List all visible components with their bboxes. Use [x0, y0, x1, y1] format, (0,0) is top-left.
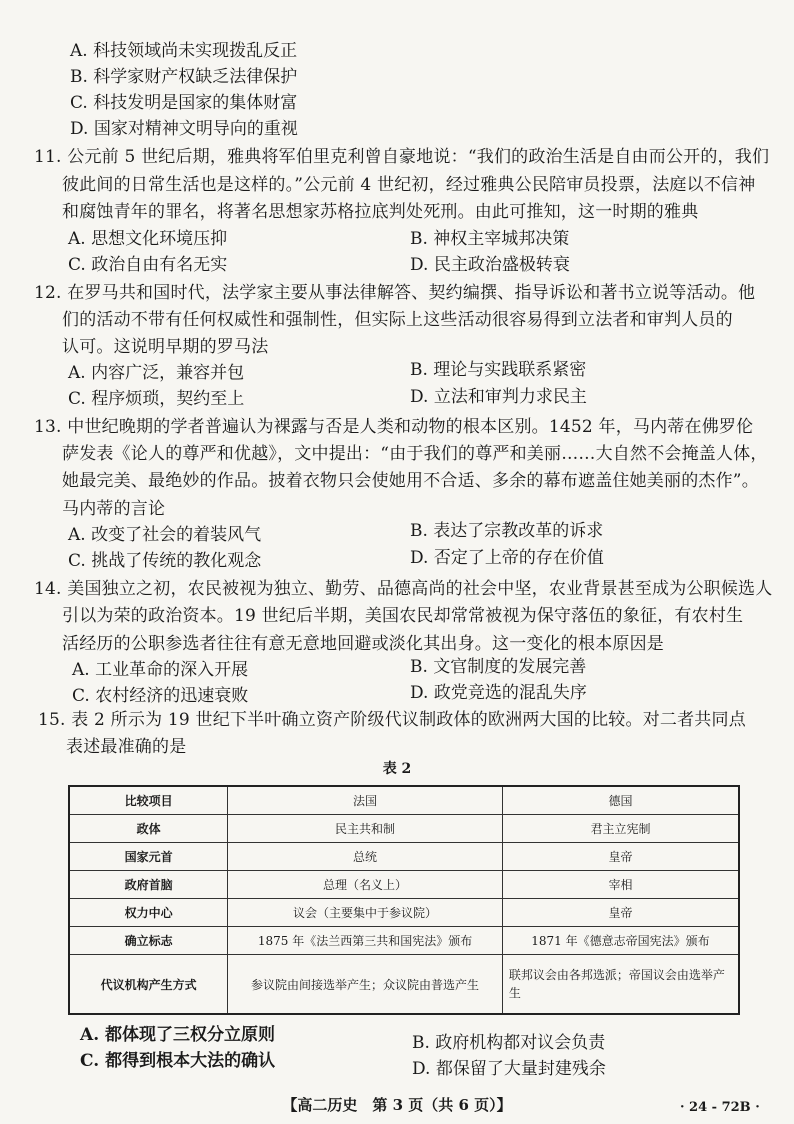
- table-cell: 皇帝: [502, 899, 739, 927]
- table-cell: 总理（名义上）: [228, 871, 503, 899]
- q15-option-c: C. 都得到根本大法的确认: [80, 1051, 276, 1071]
- q12-stem-line-3: 认可。这说明早期的罗马法: [62, 337, 269, 357]
- q13-stem-line-2: 萨发表《论人的尊严和优越》，文中提出：“由于我们的尊严和美丽……大自然不会掩盖人体，: [62, 444, 768, 464]
- table-cell: 政府首脑: [69, 871, 228, 899]
- q15-option-a: A. 都体现了三权分立原则: [80, 1025, 276, 1045]
- table-cell: 政体: [69, 815, 228, 843]
- q12-option-a: A. 内容广泛，兼容并包: [68, 363, 245, 383]
- table-cell: 1871 年《德意志帝国宪法》颁布: [502, 927, 739, 955]
- table-row: [69, 955, 739, 1015]
- table-row: [69, 871, 739, 899]
- table-row: [69, 815, 739, 843]
- table-cell: 联邦议会由各邦选派；帝国议会由选举产生: [502, 955, 739, 1015]
- q11-option-b: B. 神权主宰城邦决策: [410, 229, 570, 249]
- q10-option-a: A. 科技领域尚未实现拨乱反正: [70, 41, 298, 61]
- q10-option-c: C. 科技发明是国家的集体财富: [70, 93, 298, 113]
- q10-option-b: B. 科学家财产权缺乏法律保护: [70, 67, 298, 87]
- q12-option-d: D. 立法和审判力求民主: [410, 387, 587, 407]
- page-footer: 【高二历史 第 3 页（共 6 页）】: [282, 1096, 512, 1114]
- table-cell: 参议院由间接选举产生；众议院由普选产生: [228, 955, 503, 1015]
- q15-stem-line-1: 15. 表 2 所示为 19 世纪下半叶确立资产阶级代议制政体的欧洲两大国的比较。对二者共同点: [38, 710, 746, 730]
- table-cell: 宰相: [502, 871, 739, 899]
- q12-option-c: C. 程序烦琐，契约至上: [68, 389, 245, 409]
- q14-option-a: A. 工业革命的深入开展: [72, 660, 249, 680]
- q15-option-d: D. 都保留了大量封建残余: [412, 1059, 606, 1079]
- table-header-cell: 比较项目: [69, 786, 228, 815]
- q14-stem-line-3: 活经历的公职参选者往往有意无意地回避或淡化其出身。这一变化的根本原因是: [62, 634, 664, 654]
- table-row: [69, 843, 739, 871]
- table-cell: 总统: [228, 843, 503, 871]
- q14-stem-line-2: 引以为荣的政治资本。19 世纪后半期，美国农民却常常被视为保守落伍的象征，有农村生: [62, 606, 744, 626]
- table-header-cell: 法国: [228, 786, 503, 815]
- table-cell: 权力中心: [69, 899, 228, 927]
- table-row: [69, 927, 739, 955]
- comparison-table: [68, 785, 740, 1015]
- q11-stem-line-2: 彼此间的日常生活也是这样的。”公元前 4 世纪初，经过雅典公民陪审员投票，法庭以不信神: [62, 175, 756, 195]
- q13-stem-line-4: 马内蒂的言论: [62, 499, 166, 519]
- table-cell: 确立标志: [69, 927, 228, 955]
- q14-stem-line-1: 14. 美国独立之初，农民被视为独立、勤劳、品德高尚的社会中坚，农业背景甚至成为公职候选人: [34, 579, 773, 599]
- exam-code: · 24 - 72B ·: [680, 1100, 760, 1115]
- table-cell: 君主立宪制: [502, 815, 739, 843]
- q15-option-b: B. 政府机构都对议会负责: [412, 1033, 606, 1053]
- table-cell: 议会（主要集中于参议院）: [228, 899, 503, 927]
- q11-option-a: A. 思想文化环境压抑: [68, 229, 228, 249]
- table-cell: 国家元首: [69, 843, 228, 871]
- table-cell: 代议机构产生方式: [69, 955, 228, 1015]
- q11-option-c: C. 政治自由有名无实: [68, 255, 228, 275]
- q12-stem-line-1: 12. 在罗马共和国时代，法学家主要从事法律解答、契约编撰、指导诉讼和著书立说等活动。他: [34, 283, 756, 303]
- q14-option-c: C. 农村经济的迅速衰败: [72, 686, 249, 706]
- table-cell: 民主共和制: [228, 815, 503, 843]
- q11-stem-line-3: 和腐蚀青年的罪名，将著名思想家苏格拉底判处死刑。由此可推知，这一时期的雅典: [62, 202, 699, 222]
- q13-option-d: D. 否定了上帝的存在价值: [410, 548, 604, 568]
- q14-option-b: B. 文官制度的发展完善: [410, 657, 587, 677]
- q13-stem-line-1: 13. 中世纪晚期的学者普遍认为裸露与否是人类和动物的根本区别。1452 年，马内蒂在佛罗伦: [34, 417, 754, 437]
- table-row: [69, 899, 739, 927]
- table-cell: 1875 年《法兰西第三共和国宪法》颁布: [228, 927, 503, 955]
- q13-option-a: A. 改变了社会的着装风气: [68, 525, 262, 545]
- q11-option-d: D. 民主政治盛极转衰: [410, 255, 570, 275]
- q13-option-c: C. 挑战了传统的教化观念: [68, 551, 262, 571]
- q11-stem-line-1: 11. 公元前 5 世纪后期，雅典将军伯里克利曾自豪地说：“我们的政治生活是自由而公开的，我们: [34, 147, 770, 167]
- q12-stem-line-2: 们的活动不带有任何权威性和强制性，但实际上这些活动很容易得到立法者和审判人员的: [62, 310, 733, 330]
- q13-option-b: B. 表达了宗教改革的诉求: [410, 521, 604, 541]
- q12-option-b: B. 理论与实践联系紧密: [410, 360, 587, 380]
- q13-stem-line-3: 她最完美、最绝妙的作品。披着衣物只会使她用不合适、多余的幕布遮盖住她美丽的杰作”。: [62, 471, 759, 491]
- q15-stem-line-2: 表述最准确的是: [66, 737, 187, 757]
- q10-option-d: D. 国家对精神文明导向的重视: [70, 119, 298, 139]
- table-header-cell: 德国: [502, 786, 739, 815]
- table-header-row: [69, 786, 739, 815]
- q14-option-d: D. 政党竞选的混乱失序: [410, 683, 587, 703]
- table-caption: 表 2: [382, 761, 412, 777]
- table-cell: 皇帝: [502, 843, 739, 871]
